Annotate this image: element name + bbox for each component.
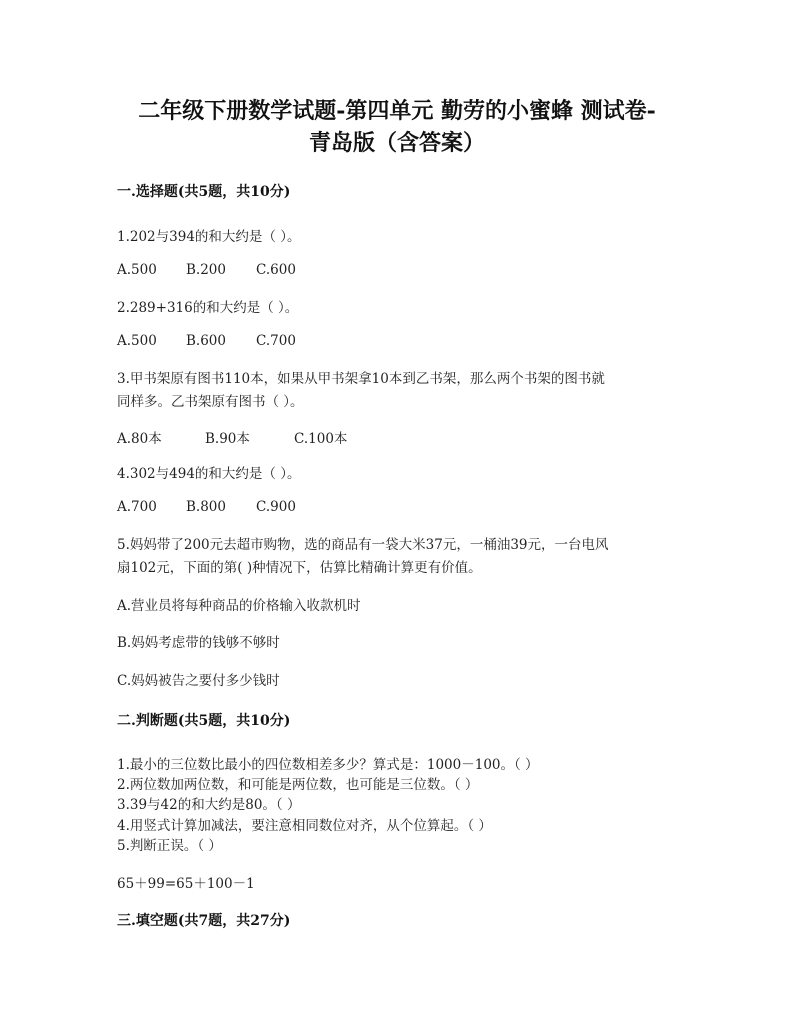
section-header-choice: 一.选择题(共5题，共10分) bbox=[117, 184, 291, 200]
q2-option-b: B.600 bbox=[186, 333, 226, 349]
judgment-item-1: 1.最小的三位数比最小的四位数相差多少？算式是：1000－100。（ ） bbox=[117, 757, 539, 773]
q2-option-a: A.500 bbox=[117, 333, 157, 349]
q3-option-c: C.100本 bbox=[294, 431, 348, 447]
section-header-fill: 三.填空题(共7题，共27分) bbox=[117, 913, 291, 929]
judgment-item-3: 3.39与42的和大约是80。（ ） bbox=[117, 797, 301, 813]
question-4: 4.302与494的和大约是（ ）。 bbox=[117, 466, 301, 482]
q3-option-a: A.80本 bbox=[117, 431, 162, 447]
q4-option-b: B.800 bbox=[186, 499, 226, 515]
judgment-item-4: 4.用竖式计算加减法，要注意相同数位对齐，从个位算起。（ ） bbox=[117, 818, 492, 834]
question-3-line2: 同样多。乙书架原有图书（ ）。 bbox=[117, 394, 304, 410]
q1-option-b: B.200 bbox=[186, 262, 226, 278]
q2-option-c: C.700 bbox=[256, 333, 296, 349]
page-title-line2: 青岛版（含答案） bbox=[308, 130, 485, 156]
question-1: 1.202与394的和大约是（ ）。 bbox=[117, 229, 301, 245]
judgment-item-2: 2.两位数加两位数，和可能是两位数，也可能是三位数。（ ） bbox=[117, 777, 479, 793]
q4-option-c: C.900 bbox=[256, 499, 296, 515]
question-3-line1: 3.甲书架原有图书110本，如果从甲书架拿10本到乙书架，那么两个书架的图书就 bbox=[117, 371, 605, 387]
q1-option-a: A.500 bbox=[117, 262, 157, 278]
question-5-line2: 扇102元，下面的第( )种情况下，估算比精确计算更有价值。 bbox=[117, 560, 482, 576]
q1-option-c: C.600 bbox=[256, 262, 296, 278]
q3-option-b: B.90本 bbox=[205, 431, 250, 447]
page-title-line1: 二年级下册数学试题-第四单元 勤劳的小蜜蜂 测试卷- bbox=[138, 98, 656, 124]
section-header-judgment: 二.判断题(共5题，共10分) bbox=[117, 713, 291, 729]
q5-option-c: C.妈妈被告之要付多少钱时 bbox=[117, 673, 280, 689]
judgment-item-5: 5.判断正误。（ ） bbox=[117, 838, 222, 854]
q4-option-a: A.700 bbox=[117, 499, 157, 515]
question-5-line1: 5.妈妈带了200元去超市购物，选的商品有一袋大米37元，一桶油39元，一台电风 bbox=[117, 537, 609, 553]
q5-option-a: A.营业员将每种商品的价格输入收款机时 bbox=[117, 598, 361, 614]
q5-option-b: B.妈妈考虑带的钱够不够时 bbox=[117, 635, 280, 651]
judgment-formula: 65＋99=65＋100－1 bbox=[117, 876, 255, 892]
question-2: 2.289+316的和大约是（ ）。 bbox=[117, 300, 299, 316]
